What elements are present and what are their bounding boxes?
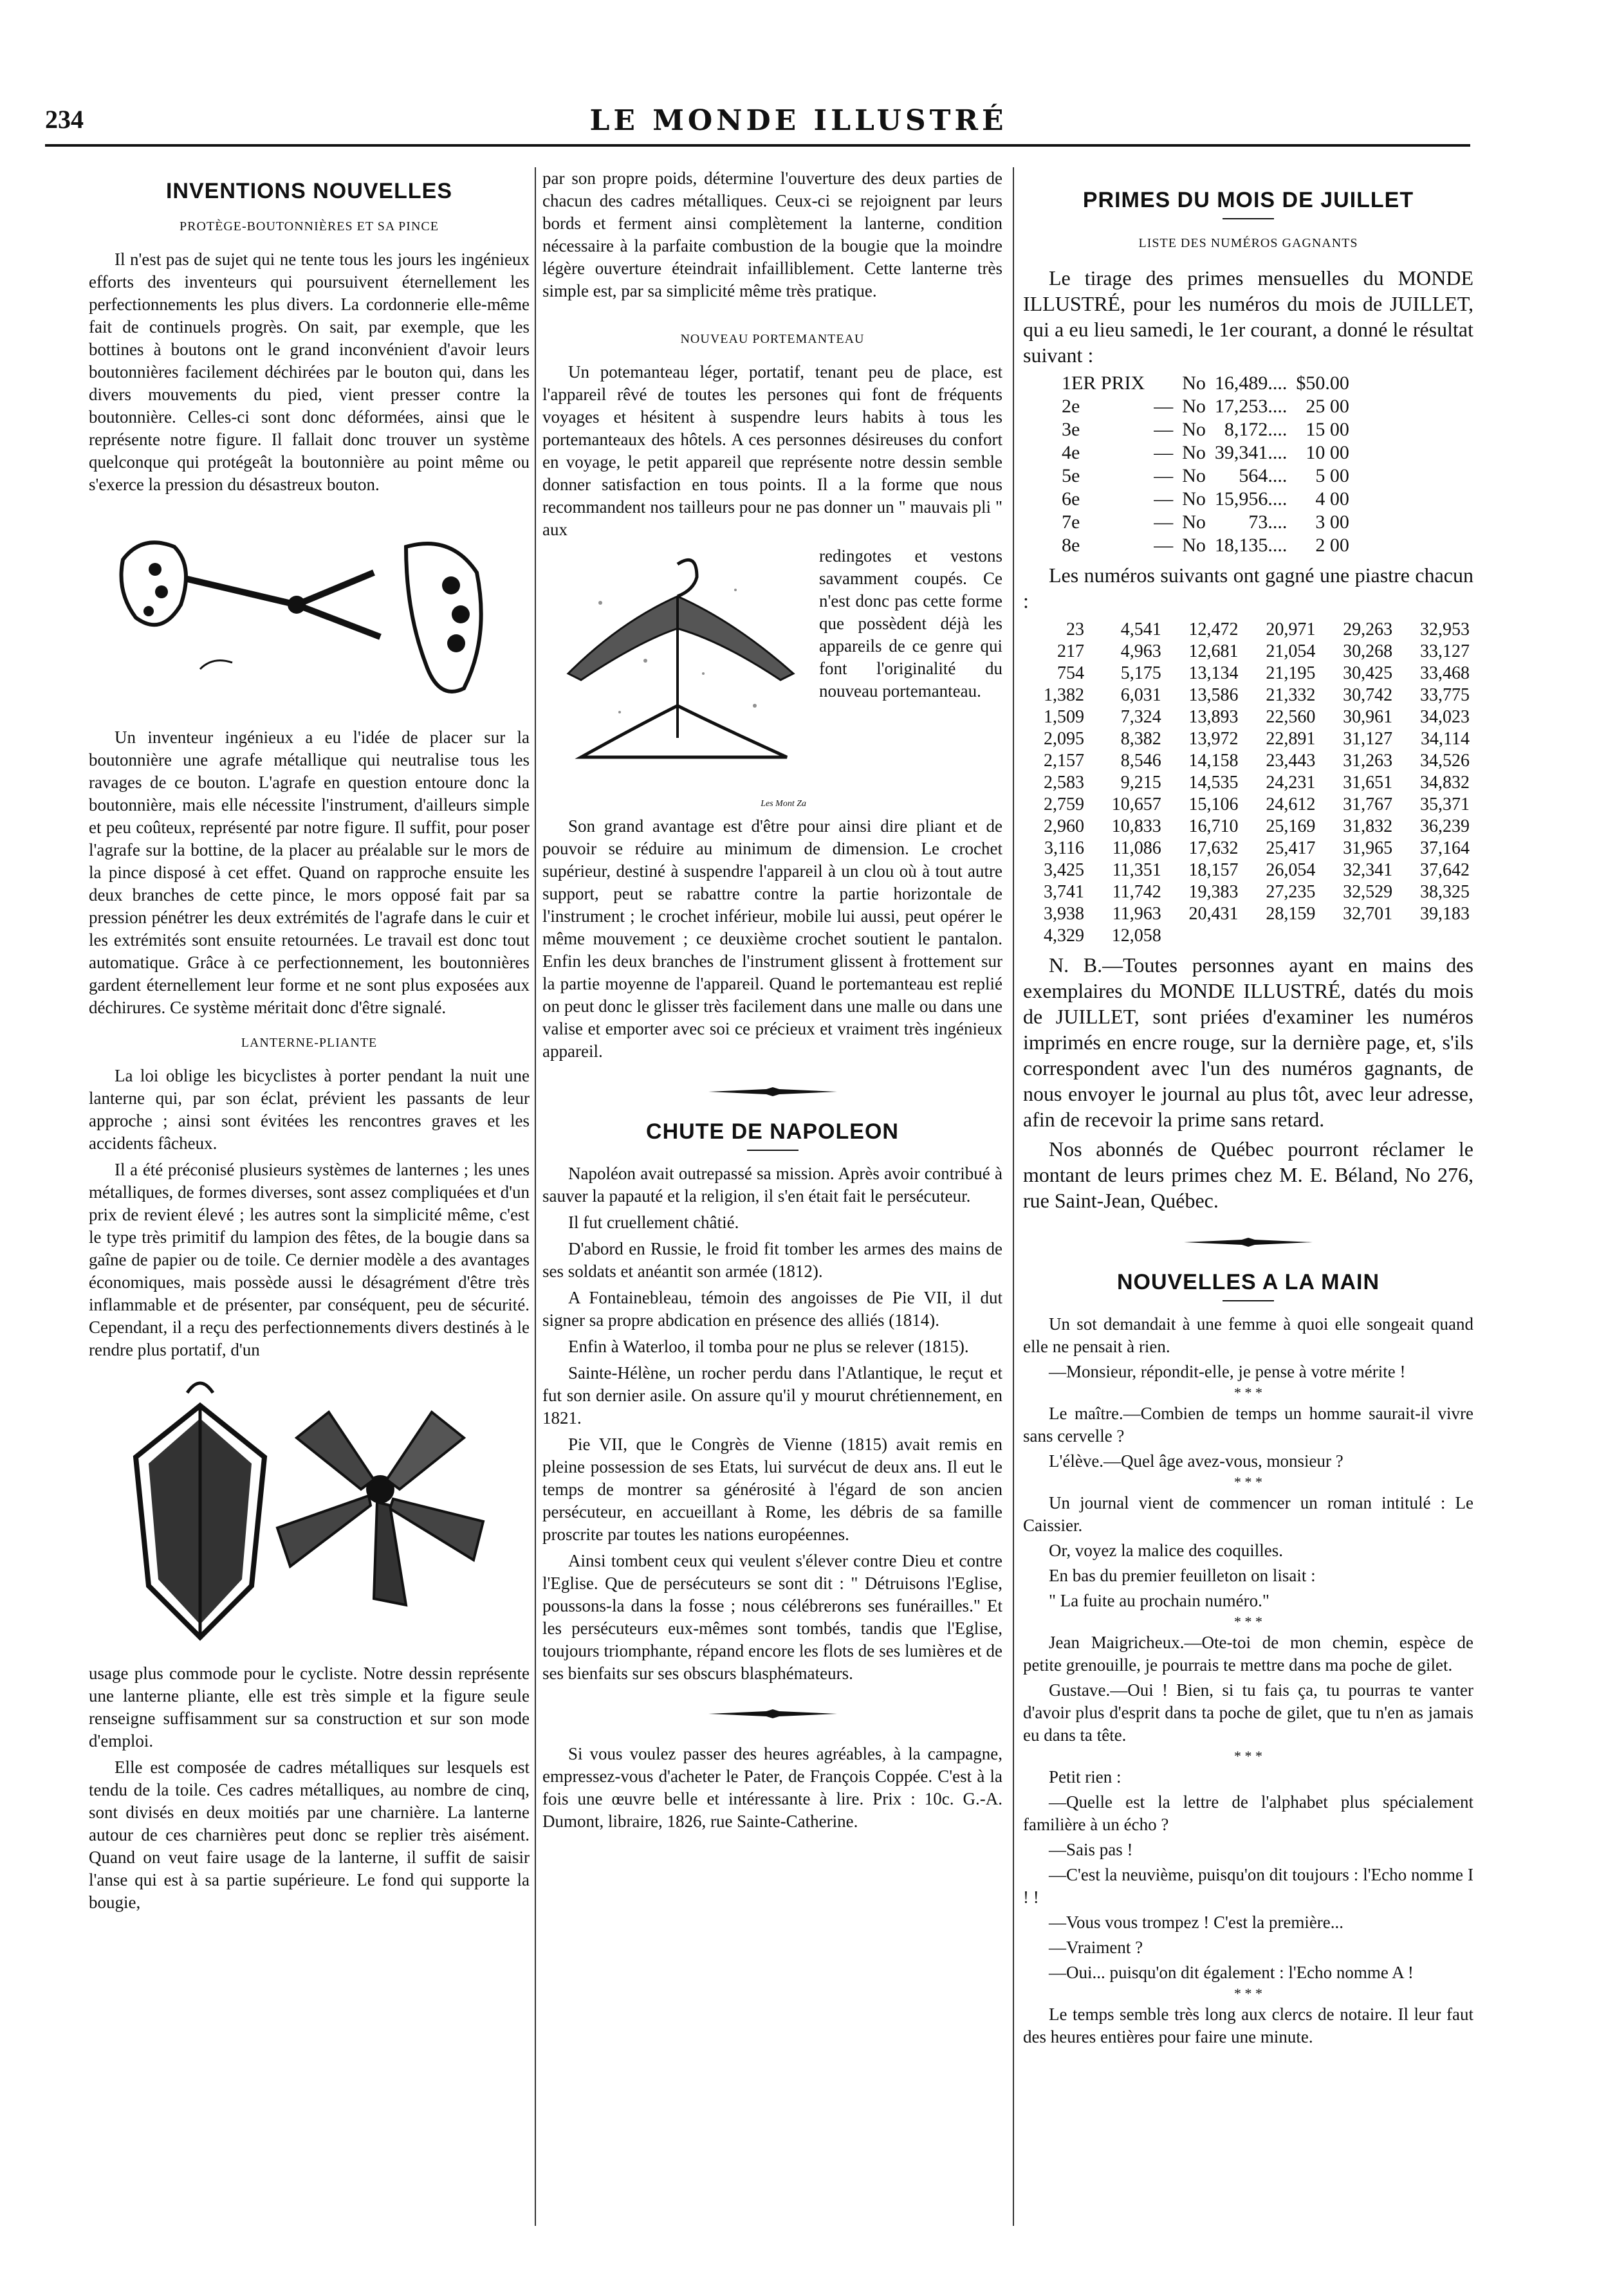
section-title: NOUVELLES A LA MAIN xyxy=(1116,1270,1380,1294)
paragraph: Les numéros suivants ont gagné une piastre chacun : xyxy=(1023,564,1473,612)
ornament-divider xyxy=(689,1709,856,1718)
number-cell: 2,095 xyxy=(1043,729,1084,749)
number-cell: 11,351 xyxy=(1112,860,1161,880)
paragraph: La loi oblige les bicyclistes à porter pendant la nuit une lanterne qui, par son éclat, prévient les passants de leur approche ; ainsi sont évitées les rencontres graves et les accidents fâcheux. xyxy=(89,1066,530,1153)
number-cell: 33,127 xyxy=(1420,641,1470,661)
column-divider xyxy=(535,167,536,2226)
number-cell: 23,443 xyxy=(1266,751,1316,771)
figure-portemanteau xyxy=(542,545,813,815)
number-cell: 38,325 xyxy=(1420,882,1470,902)
number-cell: 37,642 xyxy=(1420,860,1470,880)
number-cell: 2,157 xyxy=(1043,751,1084,771)
number-cell: 9,215 xyxy=(1120,773,1161,793)
joke-line: —Oui... puisqu'on dit également : l'Echo nomme A ! xyxy=(1049,1963,1414,1982)
number-cell: 33,775 xyxy=(1420,685,1470,705)
prize-row: 6e — No 15,956.... 4 00 xyxy=(1062,488,1349,510)
separator-stars: * * * xyxy=(1234,1613,1262,1630)
paragraph: Un inventeur ingénieux a eu l'idée de placer sur la boutonnière une agrafe métallique qui neutralise tous les ravages de ce bouton. L'agrafe en question entoure donc la boutonnière, mais elle nécessite l'instrument, d'ailleurs simple et peu coûteux, représenté par notre figure. Il suffit, pour poser l'agrafe sur la bottine, de la placer au préalable sur le mors de la pince disposé à cet effet. Quand on rapproche ensuite les deux branches de cette pince, le mors opposé fait par sa pression pénétrer les deux extrémités de l'agrafe dans le cuir et les extrémités sont ensuite retournées. Le travail est donc tout automatique. Grâce à ce perfectionnement, les boutonnières gardent éternellement leur forme et ne sont plus exposées aux déchirures. Ce système méritait donc d'être signalé. xyxy=(89,728,530,1017)
prize-row: 8e — No 18,135.... 2 00 xyxy=(1062,535,1349,556)
advertisement: Si vous voulez passer des heures agréables, à la campagne, empressez-vous d'acheter le Pater, de François Coppée. C'est à la fois une œuvre belle et intéressante à lire. Prix : 10c. G.-A. Dumont, libraire, 1826, rue Sainte-Catherine. xyxy=(542,1744,1002,1831)
number-cell: 32,529 xyxy=(1343,882,1393,902)
number-cell: 1,382 xyxy=(1043,685,1084,705)
paragraph: Napoléon avait outrepassé sa mission. Après avoir contribué à sauver la papauté et la religion, il s'en était fait le persécuteur. xyxy=(542,1164,1002,1206)
numbers-row xyxy=(1023,706,1473,728)
column-2 xyxy=(542,167,1002,1837)
prize-row: 3e — No 8,172.... 15 00 xyxy=(1062,419,1349,440)
column-3 xyxy=(1023,167,1473,2051)
number-cell: 31,263 xyxy=(1343,751,1393,771)
column-1 xyxy=(89,167,530,1918)
joke-line: Le temps semble très long aux clercs de notaire. Il leur faut des heures entières pour faire une minute. xyxy=(1023,2005,1473,2046)
number-cell: 10,833 xyxy=(1111,816,1161,836)
number-cell: 31,651 xyxy=(1343,773,1393,793)
number-cell: 30,268 xyxy=(1343,641,1393,661)
number-cell: 10,657 xyxy=(1111,794,1161,814)
joke-line: Un journal vient de commencer un roman intitulé : Le Caissier. xyxy=(1023,1493,1473,1535)
paragraph: usage plus commode pour le cycliste. Notre dessin représente une lanterne pliante, elle est très simple et la figure seule renseigne suffisamment sur sa construction et sur son mode d'emploi. xyxy=(89,1664,530,1750)
numbers-row xyxy=(1023,794,1473,816)
prize-row: 2e — No 17,253.... 25 00 xyxy=(1062,396,1349,417)
numbers-row xyxy=(1023,663,1473,684)
number-cell xyxy=(1396,925,1473,947)
numbers-row xyxy=(1023,859,1473,881)
paragraph: D'abord en Russie, le froid fit tomber les armes des mains de ses soldats et anéantit son armée (1812). xyxy=(542,1239,1002,1281)
subsection-title: LANTERNE-PLIANTE xyxy=(241,1036,378,1050)
paragraph: Il fut cruellement châtié. xyxy=(568,1213,739,1232)
paragraph: redingotes et vestons savamment coupés. Ce n'est donc pas cette forme que possèdent déjà les appareils de ce genre qui font l'originalité du nouveau portemanteau. xyxy=(819,546,1002,701)
number-cell xyxy=(1242,925,1320,947)
section-title: INVENTIONS NOUVELLES xyxy=(165,179,453,203)
number-cell: 31,965 xyxy=(1343,838,1393,858)
number-cell: 6,031 xyxy=(1120,685,1161,705)
number-cell: 25,417 xyxy=(1266,838,1316,858)
number-cell: 4,963 xyxy=(1120,641,1161,661)
header-rule xyxy=(45,144,1470,147)
figure-caption: Les Mont Za xyxy=(761,799,806,809)
separator-stars: * * * xyxy=(1234,1748,1262,1764)
number-cell: 20,431 xyxy=(1188,904,1239,924)
ornament-icon xyxy=(708,1087,837,1096)
number-cell: 30,742 xyxy=(1343,685,1393,705)
portemanteau-block xyxy=(542,545,1002,815)
number-cell: 32,701 xyxy=(1343,904,1393,924)
paragraph: A Fontainebleau, témoin des angoisses de Pie VII, il dut signer sa propre abdication en présence des alliés (1814). xyxy=(542,1288,1002,1330)
number-cell: 23 xyxy=(1066,620,1084,639)
number-cell: 21,054 xyxy=(1266,641,1316,661)
number-cell: 39,183 xyxy=(1420,904,1470,924)
numbers-row xyxy=(1023,925,1473,947)
masthead-title: LE MONDE ILLUSTRÉ xyxy=(589,104,1008,137)
number-cell: 31,127 xyxy=(1343,729,1393,749)
joke-line: Petit rien : xyxy=(1049,1767,1122,1786)
number-cell: 34,023 xyxy=(1420,707,1470,727)
prize-row: 1ER PRIX No 16,489.... $50.00 xyxy=(1062,372,1349,394)
number-cell: 3,741 xyxy=(1043,882,1084,902)
number-cell: 13,586 xyxy=(1188,685,1239,705)
number-cell: 34,832 xyxy=(1420,773,1470,793)
joke-line: Gustave.—Oui ! Bien, si tu fais ça, tu pourras te vanter d'avoir plus d'esprit dans ta poche de gilet, que tu n'en as jamais eu dans ta tête. xyxy=(1023,1680,1473,1745)
ornament-divider xyxy=(689,1087,856,1096)
jokes-list xyxy=(1023,1313,1473,2048)
number-cell: 13,134 xyxy=(1188,663,1239,683)
joke-line: Or, voyez la malice des coquilles. xyxy=(1049,1541,1284,1560)
number-cell: 13,972 xyxy=(1188,729,1239,749)
number-cell: 31,767 xyxy=(1343,794,1393,814)
number-cell: 32,953 xyxy=(1420,620,1470,639)
paragraph: Pie VII, que le Congrès de Vienne (1815) avait remis en pleine possession de ses Etats, lui survécut de deux ans. Il eut le temps de montrer sa générosité à l'égard de son ancien persécuteur, en accueillant à Rome, les débris de sa famille proscrite par toutes les nations européennes. xyxy=(542,1435,1002,1544)
number-cell: 4,329 xyxy=(1043,926,1084,946)
number-cell: 25,169 xyxy=(1266,816,1316,836)
paragraph: Ainsi tombent ceux qui veulent s'élever contre Dieu et contre l'Eglise. Que de persécuteurs se sont dit : " Détruisons l'Eglise, poussons-la dans la fosse ; nous célébrerons ses funérailles." Et les persécuteurs eux-mêmes sont tombés, tandis que l'Eglise, toujours triomphante, répand encore les flots de ses lumières et de ses bienfaits sur ses obscurs blasphémateurs. xyxy=(542,1551,1002,1683)
joke-line: —Quelle est la lettre de l'alphabet plus spécialement familière à un écho ? xyxy=(1023,1792,1473,1834)
number-cell: 11,086 xyxy=(1112,838,1161,858)
number-cell: 2,583 xyxy=(1043,773,1084,793)
number-cell: 30,425 xyxy=(1343,663,1393,683)
number-cell: 33,468 xyxy=(1420,663,1470,683)
number-cell: 2,759 xyxy=(1043,794,1084,814)
number-cell: 32,341 xyxy=(1343,860,1393,880)
number-cell: 11,742 xyxy=(1112,882,1161,902)
number-cell xyxy=(1165,925,1242,947)
section-title: CHUTE DE NAPOLEON xyxy=(646,1119,899,1144)
title-rule xyxy=(1223,1300,1274,1301)
separator-stars: * * * xyxy=(1234,1985,1262,2001)
number-cell: 34,114 xyxy=(1421,729,1470,749)
paragraph: Nos abonnés de Québec pourront réclamer le montant de leurs primes chez M. E. Béland, No 276, rue Saint-Jean, Québec. xyxy=(1023,1137,1473,1212)
number-cell: 5,175 xyxy=(1120,663,1161,683)
joke-line: Jean Maigricheux.—Ote-toi de mon chemin, espèce de petite grenouille, je pourrais te mettre dans ma poche de gilet. xyxy=(1023,1633,1473,1675)
joke-line: Un sot demandait à une femme à quoi elle songeait quand elle ne pensait à rien. xyxy=(1023,1314,1473,1356)
number-cell: 22,891 xyxy=(1266,729,1316,749)
winning-numbers-table xyxy=(1023,619,1473,947)
number-cell: 8,546 xyxy=(1120,751,1161,771)
paragraph: Il n'est pas de sujet qui ne tente tous les jours les ingénieux efforts des inventeurs qui poursuivent éternellement les perfectionnements les plus divers. La cordonnerie elle-même fait de continuels progrès. On sait, par exemple, que les bottines à boutons ont le grand inconvénient d'avoir leurs boutonnières facilement déchirées par le bouton qui, dans les divers mouvements du pied, vient presser contre la boutonnière. Celles-ci sont donc déformées, ainsi que le représente notre figure. Il fallait donc trouver un système quelconque qui protégeât la boutonnière au point même ou s'exerce la pression du désastreux bouton. xyxy=(89,250,530,494)
numbers-row xyxy=(1023,838,1473,859)
number-cell: 3,116 xyxy=(1044,838,1084,858)
number-cell: 14,535 xyxy=(1188,773,1239,793)
number-cell: 29,263 xyxy=(1343,620,1393,639)
number-cell: 16,710 xyxy=(1188,816,1239,836)
number-cell: 754 xyxy=(1057,663,1084,683)
number-cell: 18,157 xyxy=(1188,860,1239,880)
number-cell: 26,054 xyxy=(1266,860,1316,880)
numbers-row xyxy=(1023,684,1473,706)
column-divider xyxy=(1013,167,1014,2226)
number-cell: 36,239 xyxy=(1420,816,1470,836)
number-cell: 17,632 xyxy=(1188,838,1239,858)
joke-line: —Sais pas ! xyxy=(1049,1840,1133,1859)
paragraph: Sainte-Hélène, un rocher perdu dans l'Atlantique, le reçut et fut son dernier asile. On assure qu'il y mourut chrétiennement, en 1821. xyxy=(542,1363,1002,1428)
prize-row: 4e — No 39,341.... 10 00 xyxy=(1062,442,1349,463)
number-cell: 19,383 xyxy=(1188,882,1239,902)
paragraph: N. B.—Toutes personnes ayant en mains des exemplaires du MONDE ILLUSTRÉ, datés du mois de JUILLET, sont priées d'examiner les numéros imprimés en encre rouge, sur la dernière page, et, s'ils correspondent avec l'un des numéros gagnants, de nous envoyer le journal au plus tôt, avec leur adresse, afin de recevoir la prime sans retard. xyxy=(1023,953,1473,1131)
section-title: PRIMES DU MOIS DE JUILLET xyxy=(1082,188,1414,212)
pliers-illustration xyxy=(104,508,515,714)
number-cell: 22,560 xyxy=(1266,707,1316,727)
numbers-row xyxy=(1023,881,1473,903)
separator-stars: * * * xyxy=(1234,1474,1262,1490)
ornament-icon xyxy=(1184,1238,1313,1247)
figure-boutonniere xyxy=(89,505,530,717)
joke-line: L'élève.—Quel âge avez-vous, monsieur ? xyxy=(1049,1451,1343,1471)
numbers-row xyxy=(1023,903,1473,925)
ornament-icon xyxy=(708,1709,837,1718)
title-rule xyxy=(1223,218,1274,219)
joke-line: —Vraiment ? xyxy=(1049,1938,1143,1957)
paragraph: Il a été préconisé plusieurs systèmes de lanternes ; les unes métalliques, de formes diverses, sont assez compliquées et d'un prix de revient élevé ; les autres sont la simplicité même, c'est le type très primitif du lampion des fêtes, de la bougie dans sa gaîne de papier ou de toile. Ce dernier modèle a des avantages économiques, mais possède aussi le désagrément d'être très inflammable et de présenter, par conséquent, peu de sécurité. Cependant, il a reçu des perfectionnements divers destinés à le rendre plus portatif, d'un xyxy=(89,1160,530,1359)
number-cell: 12,058 xyxy=(1111,926,1161,946)
hanger-illustration xyxy=(542,545,813,802)
joke-line: En bas du premier feuilleton on lisait : xyxy=(1049,1566,1316,1585)
number-cell: 217 xyxy=(1057,641,1084,661)
number-cell: 35,371 xyxy=(1420,794,1470,814)
number-cell: 12,681 xyxy=(1188,641,1239,661)
number-cell: 7,324 xyxy=(1120,707,1161,727)
number-cell: 37,164 xyxy=(1420,838,1470,858)
subsection-title: NOUVEAU PORTEMANTEAU xyxy=(680,332,865,346)
number-cell: 11,963 xyxy=(1112,904,1161,924)
joke-line: —Monsieur, répondit-elle, je pense à votre mérite ! xyxy=(1049,1362,1406,1381)
paragraph: Son grand avantage est d'être pour ainsi dire pliant et de pouvoir se réduire au minimum de dimension. Le crochet supérieur, destiné à suspendre l'appareil à un clou où à tout autre support, peut se rabattre contre la partie horizontale de l'instrument ; le crochet inférieur, mobile lui aussi, peut opérer le même mouvement ; ce deuxième crochet soutient le pantalon. Enfin les deux branches de l'instrument glissent à frottement sur la partie moyenne de l'appareil. Quand le portemanteau est replié on peut donc le glisser très facilement dans une malle ou dans une valise et emporter avec soi ce précieux et vraiment très ingénieux appareil. xyxy=(542,816,1002,1061)
paragraph: Un potemanteau léger, portatif, tenant peu de place, est l'appareil rêvé de toutes les persones qui font de fréquents voyages et hésitent à suspendre leurs habits à tous les portemanteaux des hôtels. A ces personnes désireuses du confort en voyage, le petit appareil que représente notre dessin semble donner satisfaction en tous points. Il a la forme que nous recommandent nos tailleurs pour ne pas donner un " mauvais pli " aux xyxy=(542,362,1002,539)
number-cell: 13,893 xyxy=(1188,707,1239,727)
figure-lanterne xyxy=(89,1370,530,1653)
paragraph: Le tirage des primes mensuelles du MONDE ILLUSTRÉ, pour les numéros du mois de JUILLET, qui a eu lieu samedi, le 1er courant, a donné le résultat suivant : xyxy=(1023,266,1473,367)
number-cell: 1,509 xyxy=(1043,707,1084,727)
joke-line: —C'est la neuvième, puisqu'on dit toujours : l'Echo nomme I ! ! xyxy=(1023,1865,1473,1907)
separator-stars: * * * xyxy=(1234,1384,1262,1401)
number-cell: 28,159 xyxy=(1266,904,1316,924)
joke-line: —Vous vous trompez ! C'est la première... xyxy=(1049,1913,1344,1932)
ornament-divider xyxy=(1165,1238,1332,1247)
number-cell: 2,960 xyxy=(1043,816,1084,836)
number-cell: 31,832 xyxy=(1343,816,1393,836)
page-number: 234 xyxy=(45,105,84,134)
joke-line: Le maître.—Combien de temps un homme saurait-il vivre sans cervelle ? xyxy=(1023,1404,1473,1446)
numbers-row xyxy=(1023,641,1473,663)
number-cell: 20,971 xyxy=(1266,620,1316,639)
paragraph: par son propre poids, détermine l'ouverture des deux parties de chacun des cadres métalliques. Ceux-ci se rejoignent par leurs bords et ferment ainsi complètement la lanterne, condition nécessaire à la parfaite combustion de la bougie que la moindre légère ouverture éteindrait infailliblement. Cette lanterne très simple est, par sa simplicité même très pratique. xyxy=(542,169,1002,300)
number-cell: 3,425 xyxy=(1043,860,1084,880)
number-cell: 8,382 xyxy=(1120,729,1161,749)
numbers-row xyxy=(1023,750,1473,772)
number-cell: 14,158 xyxy=(1188,751,1239,771)
paragraph: Enfin à Waterloo, il tomba pour ne plus se relever (1815). xyxy=(568,1337,969,1356)
title-rule xyxy=(747,1150,798,1151)
number-cell: 21,195 xyxy=(1266,663,1316,683)
number-cell: 21,332 xyxy=(1266,685,1316,705)
number-cell: 34,526 xyxy=(1420,751,1470,771)
prize-table xyxy=(1062,372,1358,557)
numbers-row xyxy=(1023,728,1473,750)
number-cell: 24,612 xyxy=(1266,794,1316,814)
prize-row: 7e — No 73.... 3 00 xyxy=(1062,511,1349,533)
number-cell: 27,235 xyxy=(1266,882,1316,902)
numbers-row xyxy=(1023,772,1473,794)
numbers-row xyxy=(1023,619,1473,641)
number-cell: 15,106 xyxy=(1188,794,1239,814)
numbers-row xyxy=(1023,816,1473,838)
number-cell: 24,231 xyxy=(1266,773,1316,793)
paragraph: Elle est composée de cadres métalliques sur lesquels est tendu de la toile. Ces cadres métalliques, au nombre de cinq, sont divisés en deux moitiés par une charnière. La lanterne autour de ces charnières peut donc se replier très aisément. Quand on veut faire usage de la lanterne, il suffit de saisir l'anse qui est à sa partie supérieure. Le fond qui supporte la bougie, xyxy=(89,1758,530,1912)
lantern-illustration xyxy=(104,1373,515,1650)
joke-line: " La fuite au prochain numéro." xyxy=(1049,1591,1269,1610)
number-cell: 12,472 xyxy=(1188,620,1239,639)
subsection-title: LISTE DES NUMÉROS GAGNANTS xyxy=(1138,236,1358,250)
number-cell: 3,938 xyxy=(1043,904,1084,924)
number-cell xyxy=(1319,925,1396,947)
number-cell: 4,541 xyxy=(1120,620,1161,639)
subsection-title: PROTÈGE-BOUTONNIÈRES ET SA PINCE xyxy=(180,219,439,234)
prize-row: 5e — No 564.... 5 00 xyxy=(1062,465,1349,486)
number-cell: 30,961 xyxy=(1343,707,1393,727)
